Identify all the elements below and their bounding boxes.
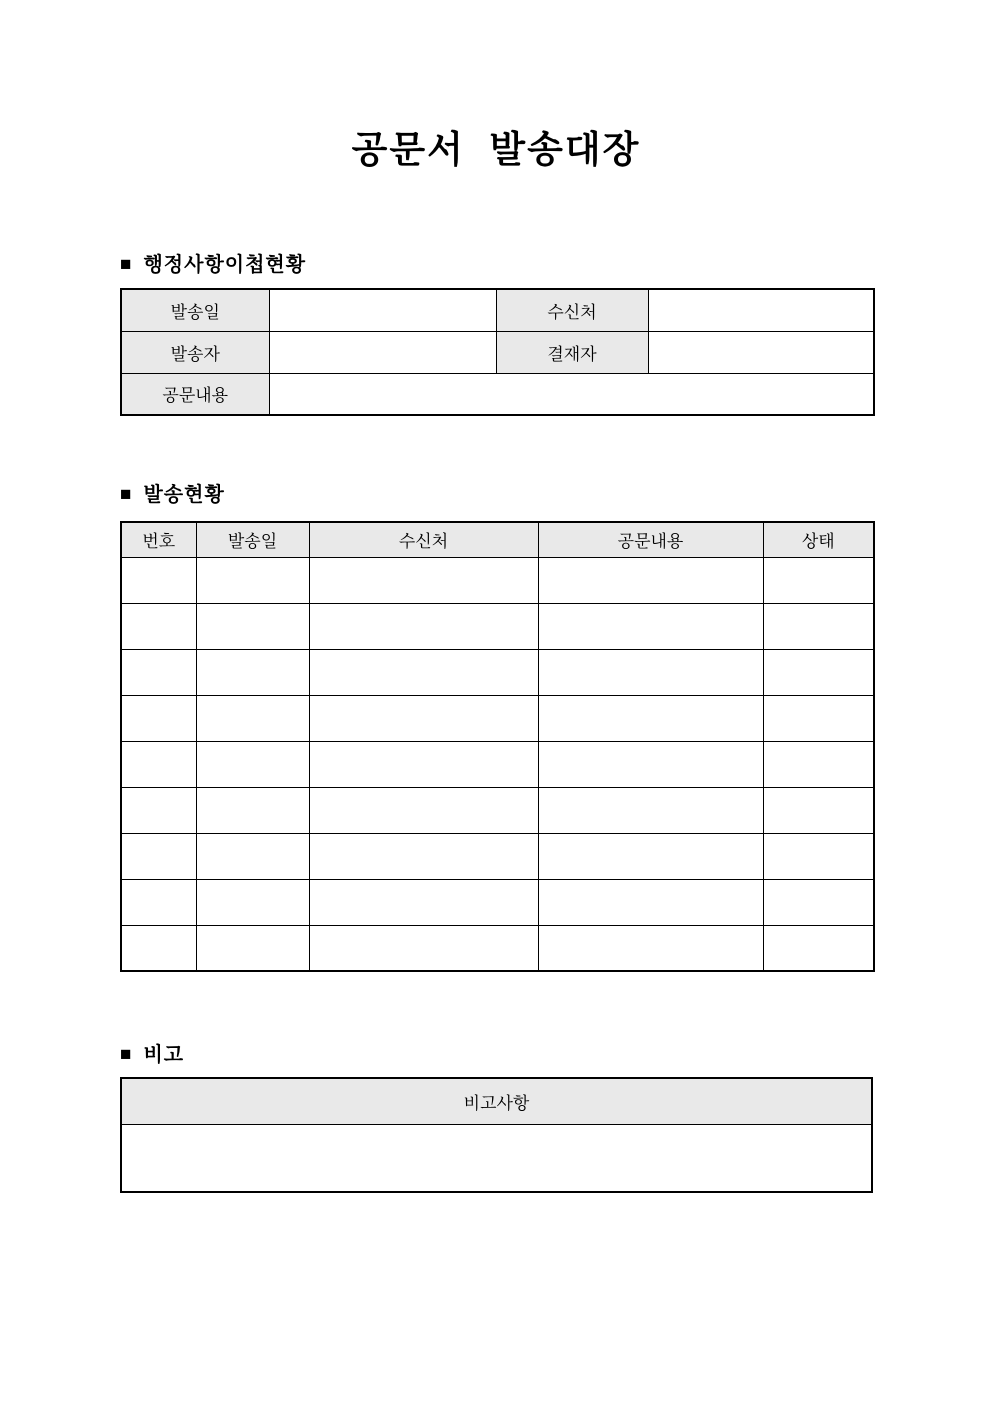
table-row — [121, 695, 874, 741]
field-label-content: 공문내용 — [121, 373, 269, 415]
table-cell — [121, 787, 196, 833]
table-cell — [196, 879, 309, 925]
table-cell — [538, 649, 763, 695]
table-cell — [763, 649, 874, 695]
column-header-content: 공문내용 — [538, 522, 763, 557]
table-cell — [196, 787, 309, 833]
table-cell — [196, 649, 309, 695]
field-value-send-date — [269, 289, 496, 331]
field-label-sender: 발송자 — [121, 331, 269, 373]
table-cell — [196, 557, 309, 603]
table-row — [121, 879, 874, 925]
table-cell — [538, 603, 763, 649]
table-cell — [538, 879, 763, 925]
table-cell — [309, 741, 538, 787]
table-cell — [763, 603, 874, 649]
field-value-content — [269, 373, 874, 415]
admin-transfer-table — [120, 288, 875, 416]
field-label-approver: 결재자 — [496, 331, 648, 373]
remarks-table — [120, 1077, 873, 1193]
table-cell — [763, 833, 874, 879]
table-row — [121, 649, 874, 695]
field-label-send-date: 발송일 — [121, 289, 269, 331]
table-row — [121, 1124, 872, 1192]
field-value-sender — [269, 331, 496, 373]
table-cell — [309, 787, 538, 833]
table-row — [121, 787, 874, 833]
table-cell — [763, 557, 874, 603]
table-row — [121, 557, 874, 603]
table-cell — [538, 695, 763, 741]
table-cell — [196, 741, 309, 787]
table-cell — [196, 603, 309, 649]
document-content — [120, 253, 873, 1193]
section-heading-dispatch — [120, 483, 873, 507]
table-header-row — [121, 1078, 872, 1124]
table-cell — [763, 879, 874, 925]
table-cell — [121, 603, 196, 649]
table-cell — [196, 695, 309, 741]
table-cell — [196, 925, 309, 971]
table-cell — [763, 741, 874, 787]
dispatch-table — [120, 521, 875, 972]
table-cell — [309, 557, 538, 603]
table-cell — [309, 695, 538, 741]
section-marker-icon: ■ — [120, 254, 133, 275]
column-header-status: 상태 — [763, 522, 874, 557]
field-label-recipient: 수신처 — [496, 289, 648, 331]
table-header-row — [121, 522, 874, 557]
table-cell — [538, 833, 763, 879]
table-cell — [121, 695, 196, 741]
table-row — [121, 289, 874, 331]
table-cell — [538, 925, 763, 971]
table-cell — [538, 557, 763, 603]
table-cell — [309, 649, 538, 695]
table-cell — [121, 879, 196, 925]
column-header-recipient: 수신처 — [309, 522, 538, 557]
column-header-send-date: 발송일 — [196, 522, 309, 557]
table-cell — [309, 833, 538, 879]
column-header-remarks: 비고사항 — [121, 1078, 872, 1124]
section-marker-icon: ■ — [120, 484, 133, 505]
column-header-number: 번호 — [121, 522, 196, 557]
table-row — [121, 331, 874, 373]
table-row — [121, 603, 874, 649]
table-cell — [309, 925, 538, 971]
table-cell — [121, 925, 196, 971]
section-heading-remarks — [120, 1043, 873, 1067]
table-row — [121, 925, 874, 971]
dispatch-table-body — [121, 557, 874, 971]
table-cell — [763, 925, 874, 971]
field-value-approver — [648, 331, 874, 373]
table-cell — [309, 603, 538, 649]
field-value-recipient — [648, 289, 874, 331]
table-cell — [121, 649, 196, 695]
table-row — [121, 833, 874, 879]
table-cell — [309, 879, 538, 925]
section-heading-label: 발송현황 — [143, 484, 225, 506]
remarks-value-cell — [121, 1124, 872, 1192]
section-heading-label: 행정사항이첩현황 — [143, 254, 307, 276]
table-cell — [121, 557, 196, 603]
table-cell — [538, 787, 763, 833]
section-heading-label: 비고 — [143, 1044, 185, 1066]
document-title: 공문서 발송대장 — [351, 129, 641, 170]
table-row — [121, 741, 874, 787]
table-row — [121, 373, 874, 415]
table-cell — [763, 695, 874, 741]
section-marker-icon: ■ — [120, 1044, 133, 1065]
table-cell — [196, 833, 309, 879]
section-heading-admin-transfer — [120, 253, 873, 277]
table-cell — [121, 833, 196, 879]
table-cell — [763, 787, 874, 833]
table-cell — [121, 741, 196, 787]
table-cell — [538, 741, 763, 787]
